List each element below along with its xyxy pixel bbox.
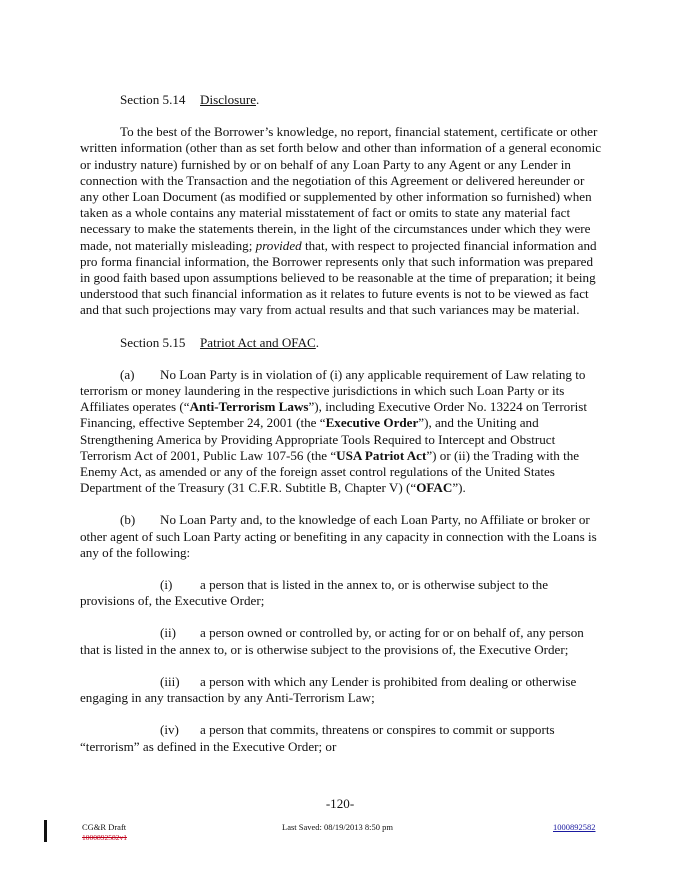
clause-b (80, 512, 604, 561)
list-item (80, 674, 604, 706)
item-text: a person that is listed in the annex to, or is otherwise subject to the provisions of, the Executive Order; (80, 577, 549, 609)
clause-a-text-3: ”), and the Uniting and Strengthening America by Providing Appropriate Tools Required to Intercept and Obstruct Terrorism Act of 2001, Public Law 107-56 (the “ (80, 415, 556, 463)
footer-doc-id: 1000892582 (553, 822, 596, 832)
defined-term: USA Patriot Act (336, 447, 427, 463)
clause-b-text: No Loan Party and, to the knowledge of each Loan Party, no Affiliate or broker or other agent of such Loan Party acting or benefiting in any capacity in connection with the Loans is any of the following: (80, 512, 597, 560)
item-text: a person owned or controlled by, or acting for or on behalf of, any person that is listed in the annex to, or is otherwise subject to the provisions of, the Executive Order; (80, 625, 584, 657)
footer-old-doc-id: 1000892582v1 (82, 833, 127, 842)
footer-draft-label: CG&R Draft (82, 822, 127, 832)
clause-a-text-1: No Loan Party is in violation of (i) any applicable requirement of Law relating to terrorism or money laundering in the respective jurisdictions in which such Loan Party or its Affiliates operates (“ (80, 366, 586, 415)
change-bar (44, 820, 47, 842)
section-title: Patriot Act and OFAC (200, 334, 316, 350)
disclosure-text-a: To the best of the Borrower’s knowledge, no report, financial statement, certificate or other written information (other than as set forth below and other than information of a general economic or industry nature) furnished by or on behalf of any Loan Party to any Agent or any Lender in connection with the Transaction and the negotiation of this Agreement or delivered hereunder or any other Loan Document (as modified or supplemented by other information so furnished) when taken as a whole contains any material misstatement of fact or omits to state any material fact necessary to make the statements therein, in the light of the circumstances under which they were made, not materially misleading; (80, 124, 602, 253)
item-label: (iv) (160, 722, 179, 738)
clause-a-text-4: ”) or (ii) the Trading with the Enemy Act, as amended or any of the foreign asset control regulations of the United States Department of the Treasury (31 C.F.R. Subtitle B, Chapter V) (“ (80, 447, 580, 496)
defined-term: OFAC (416, 480, 453, 496)
list-item (80, 722, 604, 754)
item-label: (iii) (160, 673, 180, 689)
section-number: Section 5.15 (120, 334, 186, 350)
page-number: -120- (325, 796, 355, 811)
section-number: Section 5.14 (120, 92, 186, 107)
section-5-15-heading: Section 5.15 Patriot Act and OFAC. (120, 334, 320, 350)
defined-term: Anti-Terrorism Laws (189, 399, 309, 415)
clause-label: (a) (120, 366, 135, 382)
list-item (80, 577, 604, 609)
provided-italic: provided (255, 237, 302, 253)
item-text: a person with which any Lender is prohibited from dealing or otherwise engaging in any transaction by any Anti-Terrorism Law; (80, 673, 577, 706)
disclosure-paragraph (80, 124, 604, 318)
footer-draft-block (82, 822, 127, 842)
clause-a-text-2: ”), including Executive Order No. 13224 on Terrorist Financing, effective September 24, 2001 (the “ (80, 399, 587, 431)
defined-term: Executive Order (325, 415, 419, 431)
disclosure-text-b: that, with respect to projected financial information and pro forma financial information, the Borrower represents only that such information was prepared in good faith based upon assumptions believed to be reasonable at the time of preparation; it being understood that such financial information as it relates to future events is not to be viewed as fact and that such projections may vary from actual results and that such variances may be material. (80, 237, 597, 318)
clause-a (80, 367, 604, 497)
section-5-14-heading: Section 5.14 Disclosure. (120, 92, 260, 107)
clause-a-text-5: ”). (452, 480, 466, 496)
section-title: Disclosure (200, 92, 257, 107)
document-body (80, 92, 604, 771)
footer-last-saved: Last Saved: 08/19/2013 8:50 pm (282, 822, 393, 832)
list-item (80, 625, 604, 657)
item-label: (i) (160, 577, 173, 593)
item-text: a person that commits, threatens or conspires to commit or supports “terrorism” as defined in the Executive Order; or (80, 722, 555, 754)
clause-label: (b) (120, 512, 136, 528)
item-label: (ii) (160, 625, 176, 641)
